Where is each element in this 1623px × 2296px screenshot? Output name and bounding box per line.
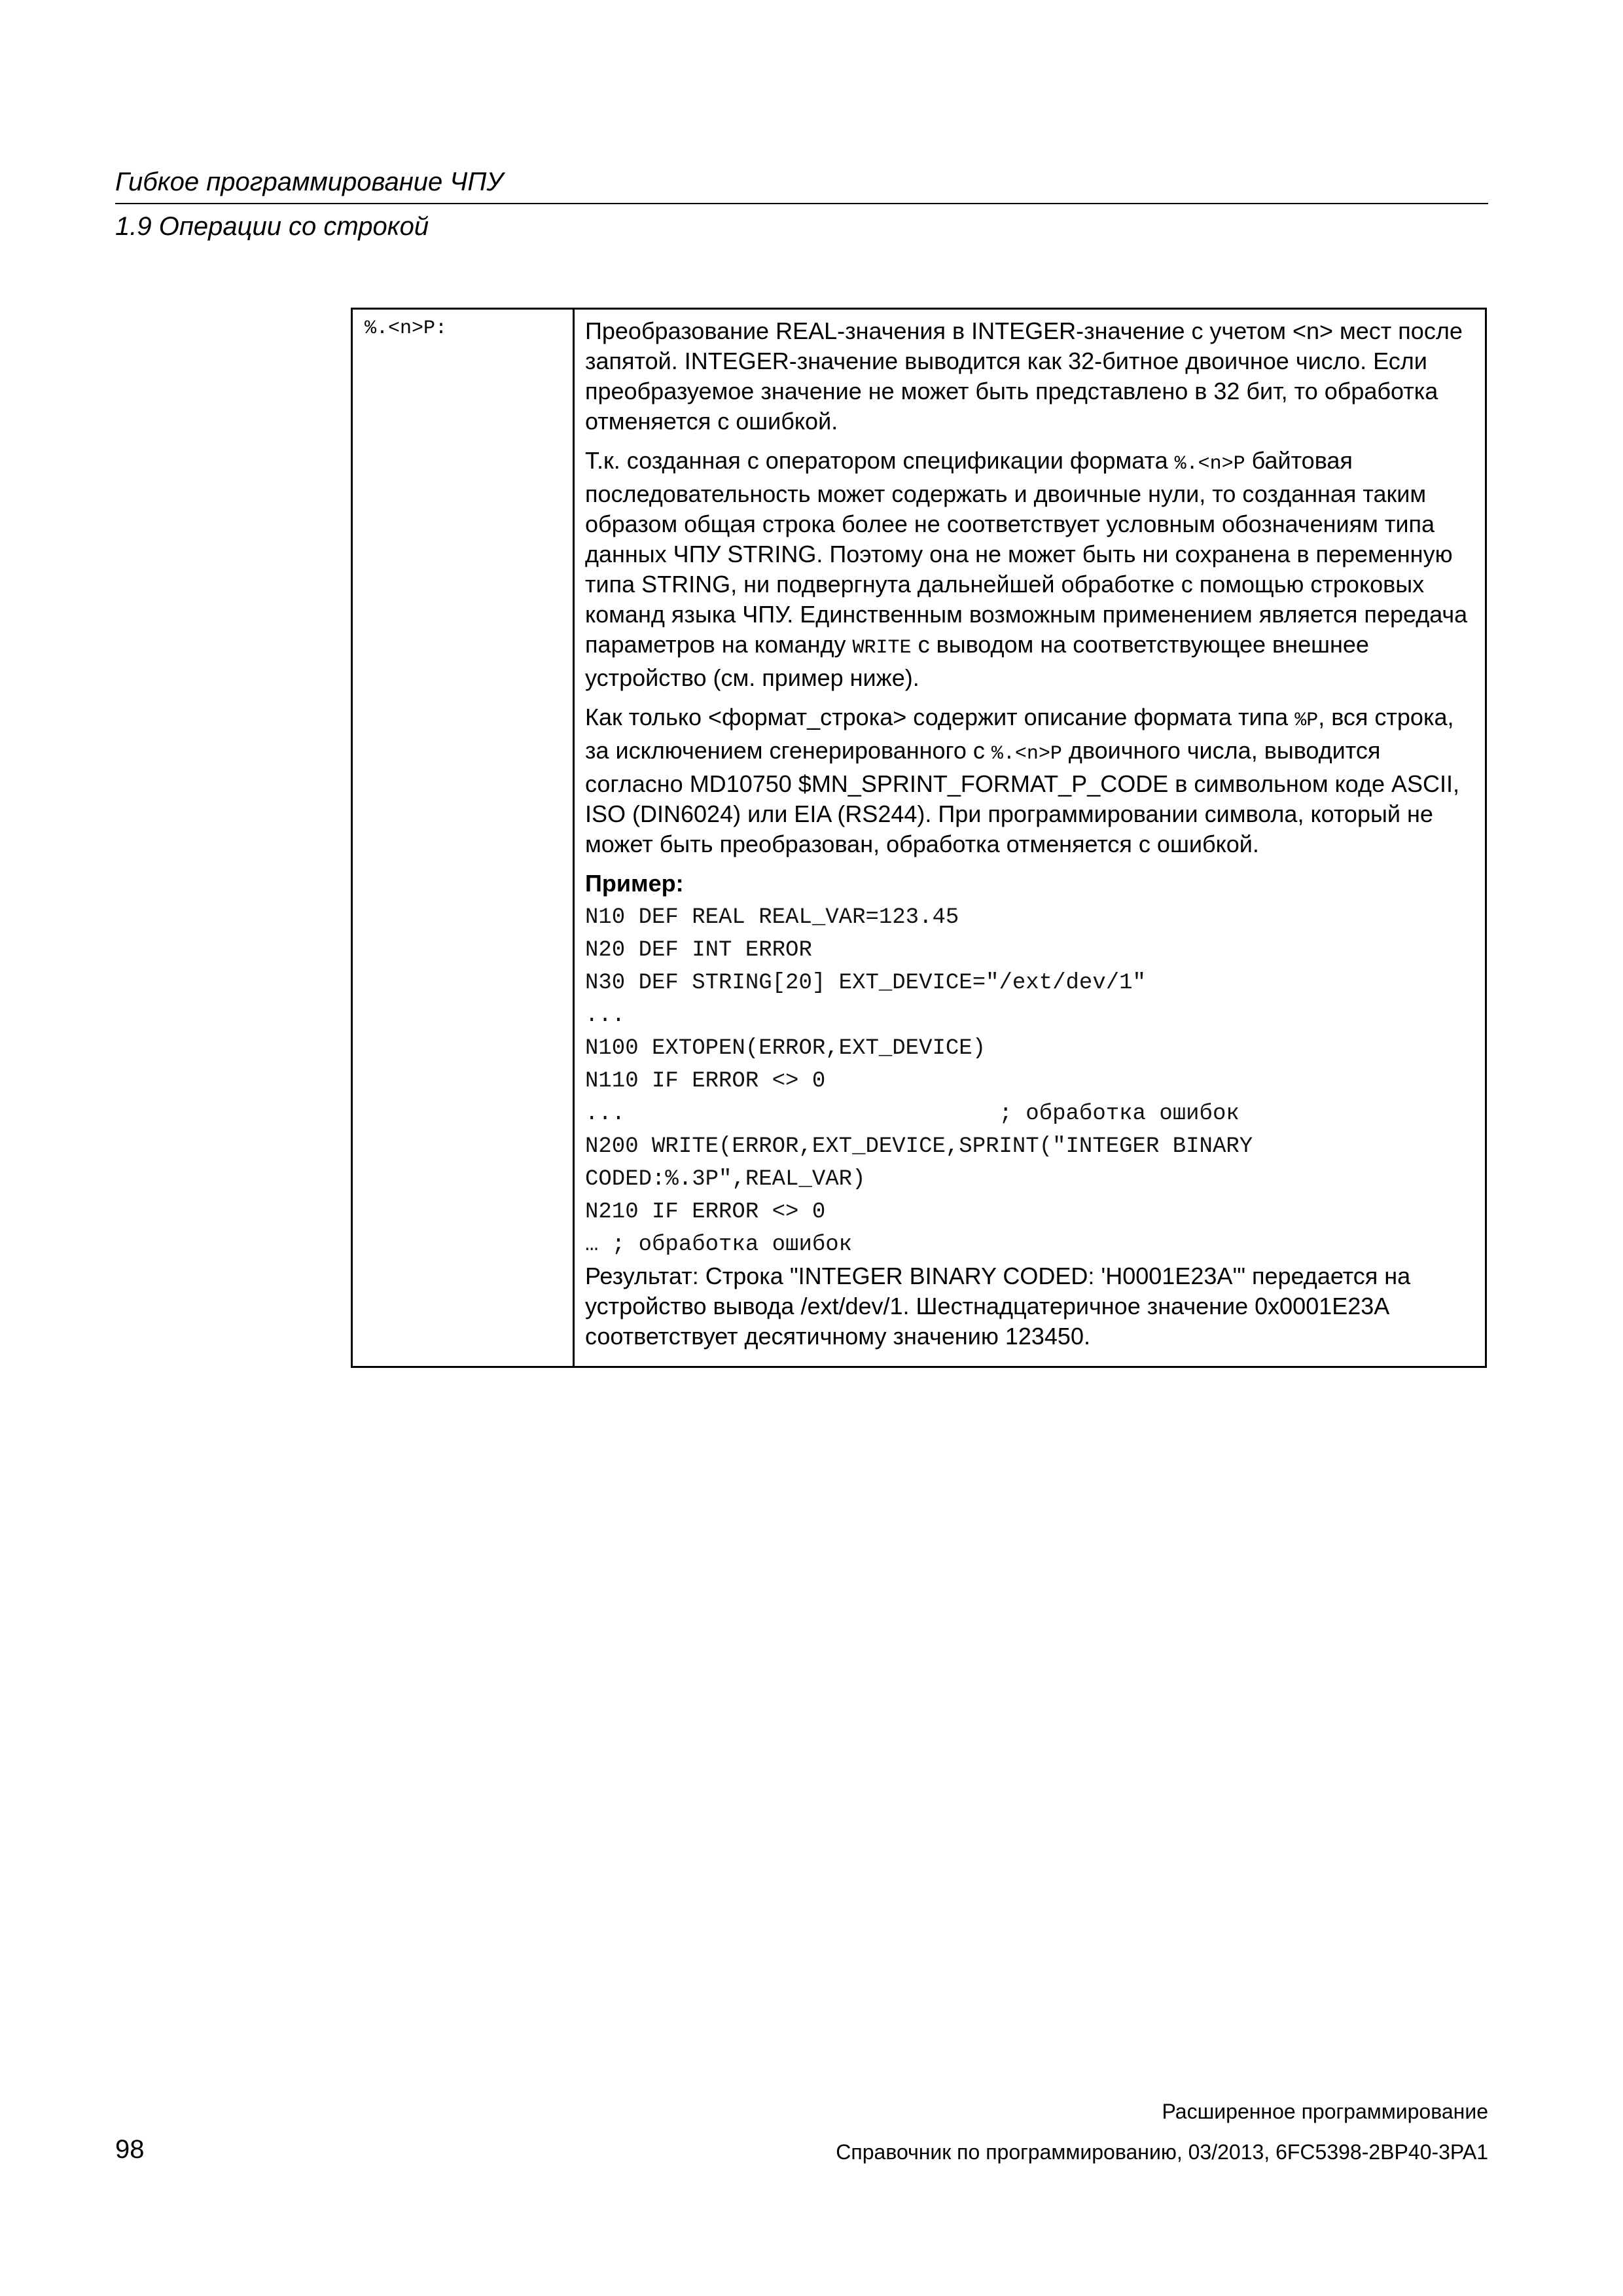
page-number: 98 [115, 2135, 145, 2164]
description-paragraph-3 [585, 702, 1474, 859]
header-rule [115, 203, 1488, 204]
code-line: N210 IF ERROR <> 0 [585, 1200, 826, 1225]
text-run: с выводом на соответствующее внешнее устройство (см. пример ниже). [585, 631, 1369, 691]
code-line: N110 IF ERROR <> 0 [585, 1069, 826, 1094]
page-header [115, 164, 1488, 245]
code-line: N100 EXTOPEN(ERROR,EXT_DEVICE) [585, 1036, 986, 1061]
format-description-cell [574, 309, 1486, 1367]
footer-reference: Справочник по программированию, 03/2013, 6FC5398-2BP40-3PA1 [836, 2140, 1488, 2164]
code-line: N10 DEF REAL REAL_VAR=123.45 [585, 905, 959, 930]
format-key-cell: %.<n>P: [352, 309, 574, 1367]
example-label: Пример: [585, 870, 684, 897]
code-inline: %.<n>P [991, 743, 1062, 765]
text-run: двоичного числа, выводится согласно MD10750 $MN_SPRINT_FORMAT_P_CODE в символьном коде ASCII, ISO (DIN6024) или EIA (RS244). При программировании символа, который не может быть преобразован, обработка отменяется с ошибкой. [585, 737, 1460, 857]
code-line: ... ; обработка ошибок [585, 1102, 1240, 1126]
text-run: Как только <формат_строка> содержит описание формата типа [585, 704, 1295, 730]
text-run: Т.к. созданная с оператором спецификации формата [585, 447, 1175, 474]
result-paragraph: Результат: Строка "INTEGER BINARY CODED: 'H0001E23A'" передается на устройство вывода /ext/dev/1. Шестнадцатеричное значение 0x0001E23A соответствует десятичному значению 123450. [585, 1263, 1411, 1350]
table-row [352, 309, 1486, 1367]
footer-book-title: Расширенное программирование [1162, 2100, 1488, 2123]
code-inline: WRITE [852, 637, 912, 659]
code-line: … ; обработка ошибок [585, 1232, 853, 1257]
code-inline: %.<n>P [1174, 453, 1245, 475]
code-line: CODED:%.3P",REAL_VAR) [585, 1167, 866, 1192]
code-inline: %P [1294, 709, 1319, 732]
chapter-title: Гибкое программирование ЧПУ [115, 168, 503, 196]
example-code-block [585, 901, 1474, 1261]
description-paragraph-2 [585, 446, 1474, 693]
section-title: 1.9 Операции со строкой [115, 212, 429, 241]
text-run: байтовая последовательность может содержать и двоичные нули, то созданная таким образом общая строка более не соответствует условным обозначениям типа данных ЧПУ STRING. Поэтому она не может быть ни сохранена в переменную типа STRING, ни подвергнута дальнейшей обработке с помощью строковых команд языка ЧПУ. Единственным возможным применением является передача параметров на команду [585, 447, 1468, 658]
code-line: N30 DEF STRING[20] EXT_DEVICE="/ext/dev/1" [585, 971, 1146, 996]
text-run: , вся строка, за исключением сгенерированного с [585, 704, 1454, 764]
format-description-table [351, 308, 1487, 1368]
description-paragraph-1: Преобразование REAL-значения в INTEGER-значение с учетом <n> мест после запятой. INTEGER-значение выводится как 32-битное двоичное число. Если преобразуемое значение не может быть представлено в 32 бит, то обработка отменяется с ошибкой. [585, 317, 1463, 435]
code-line: N200 WRITE(ERROR,EXT_DEVICE,SPRINT("INTEGER BINARY [585, 1134, 1253, 1159]
code-line: ... [585, 1003, 626, 1028]
code-line: N20 DEF INT ERROR [585, 938, 812, 963]
